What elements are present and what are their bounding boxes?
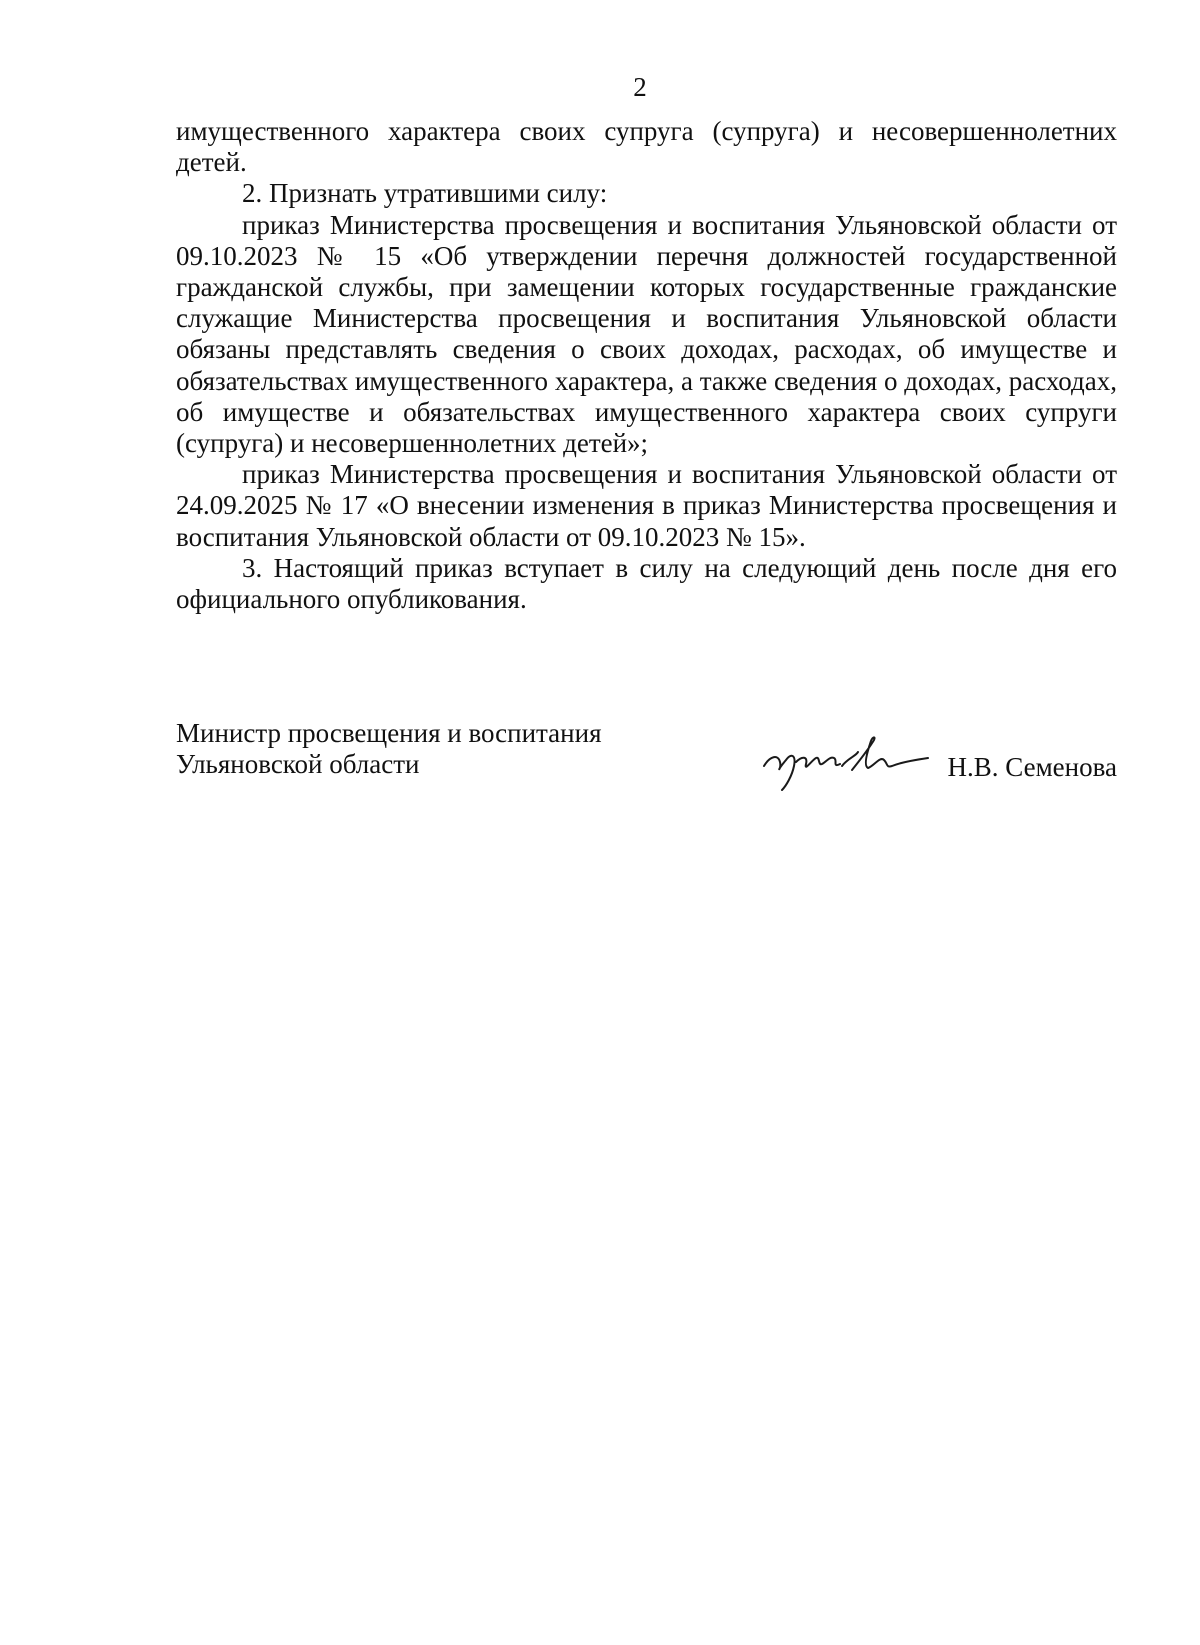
paragraph-continuation: имущественного характера своих супруга (супруга) и несовершеннолетних детей. xyxy=(176,116,1117,178)
signature-block xyxy=(176,718,1117,798)
handwritten-signature-icon xyxy=(756,726,936,792)
page-number: 2 xyxy=(633,72,647,102)
paragraph-item-2: 2. Признать утратившими силу: xyxy=(242,178,608,209)
signer-title-line-1: Министр просвещения и воспитания xyxy=(176,718,602,748)
signer-title xyxy=(176,718,656,780)
paragraph-repealed-order-1: приказ Министерства просвещения и воспитания Ульяновской области от 09.10.2023 № 15 «Об утверждении перечня должностей государственной гражданской службы, при замещении которых государственные гражданские служащие Министерства просвещения и воспитания Ульяновской области обязаны представлять сведения о своих доходах, расходах, об имуществе и обязательствах имущественного характера, а также сведения о доходах, расходах, об имуществе и обязательствах имущественного характера своих супруги (супруга) и несовершеннолетних детей»; xyxy=(176,209,1117,459)
paragraph-item-3: 3. Настоящий приказ вступает в силу на следующий день после дня его официального опубликования. xyxy=(176,552,1117,615)
signer-name: Н.В. Семенова xyxy=(947,752,1117,782)
document-body xyxy=(176,116,1117,615)
paragraph-repealed-order-2: приказ Министерства просвещения и воспитания Ульяновской области от 24.09.2025 № 17 «О внесении изменения в приказ Министерства просвещения и воспитания Ульяновской области от 09.10.2023 № 15». xyxy=(176,459,1117,552)
signer-title-line-2: Ульяновской области xyxy=(176,749,420,779)
